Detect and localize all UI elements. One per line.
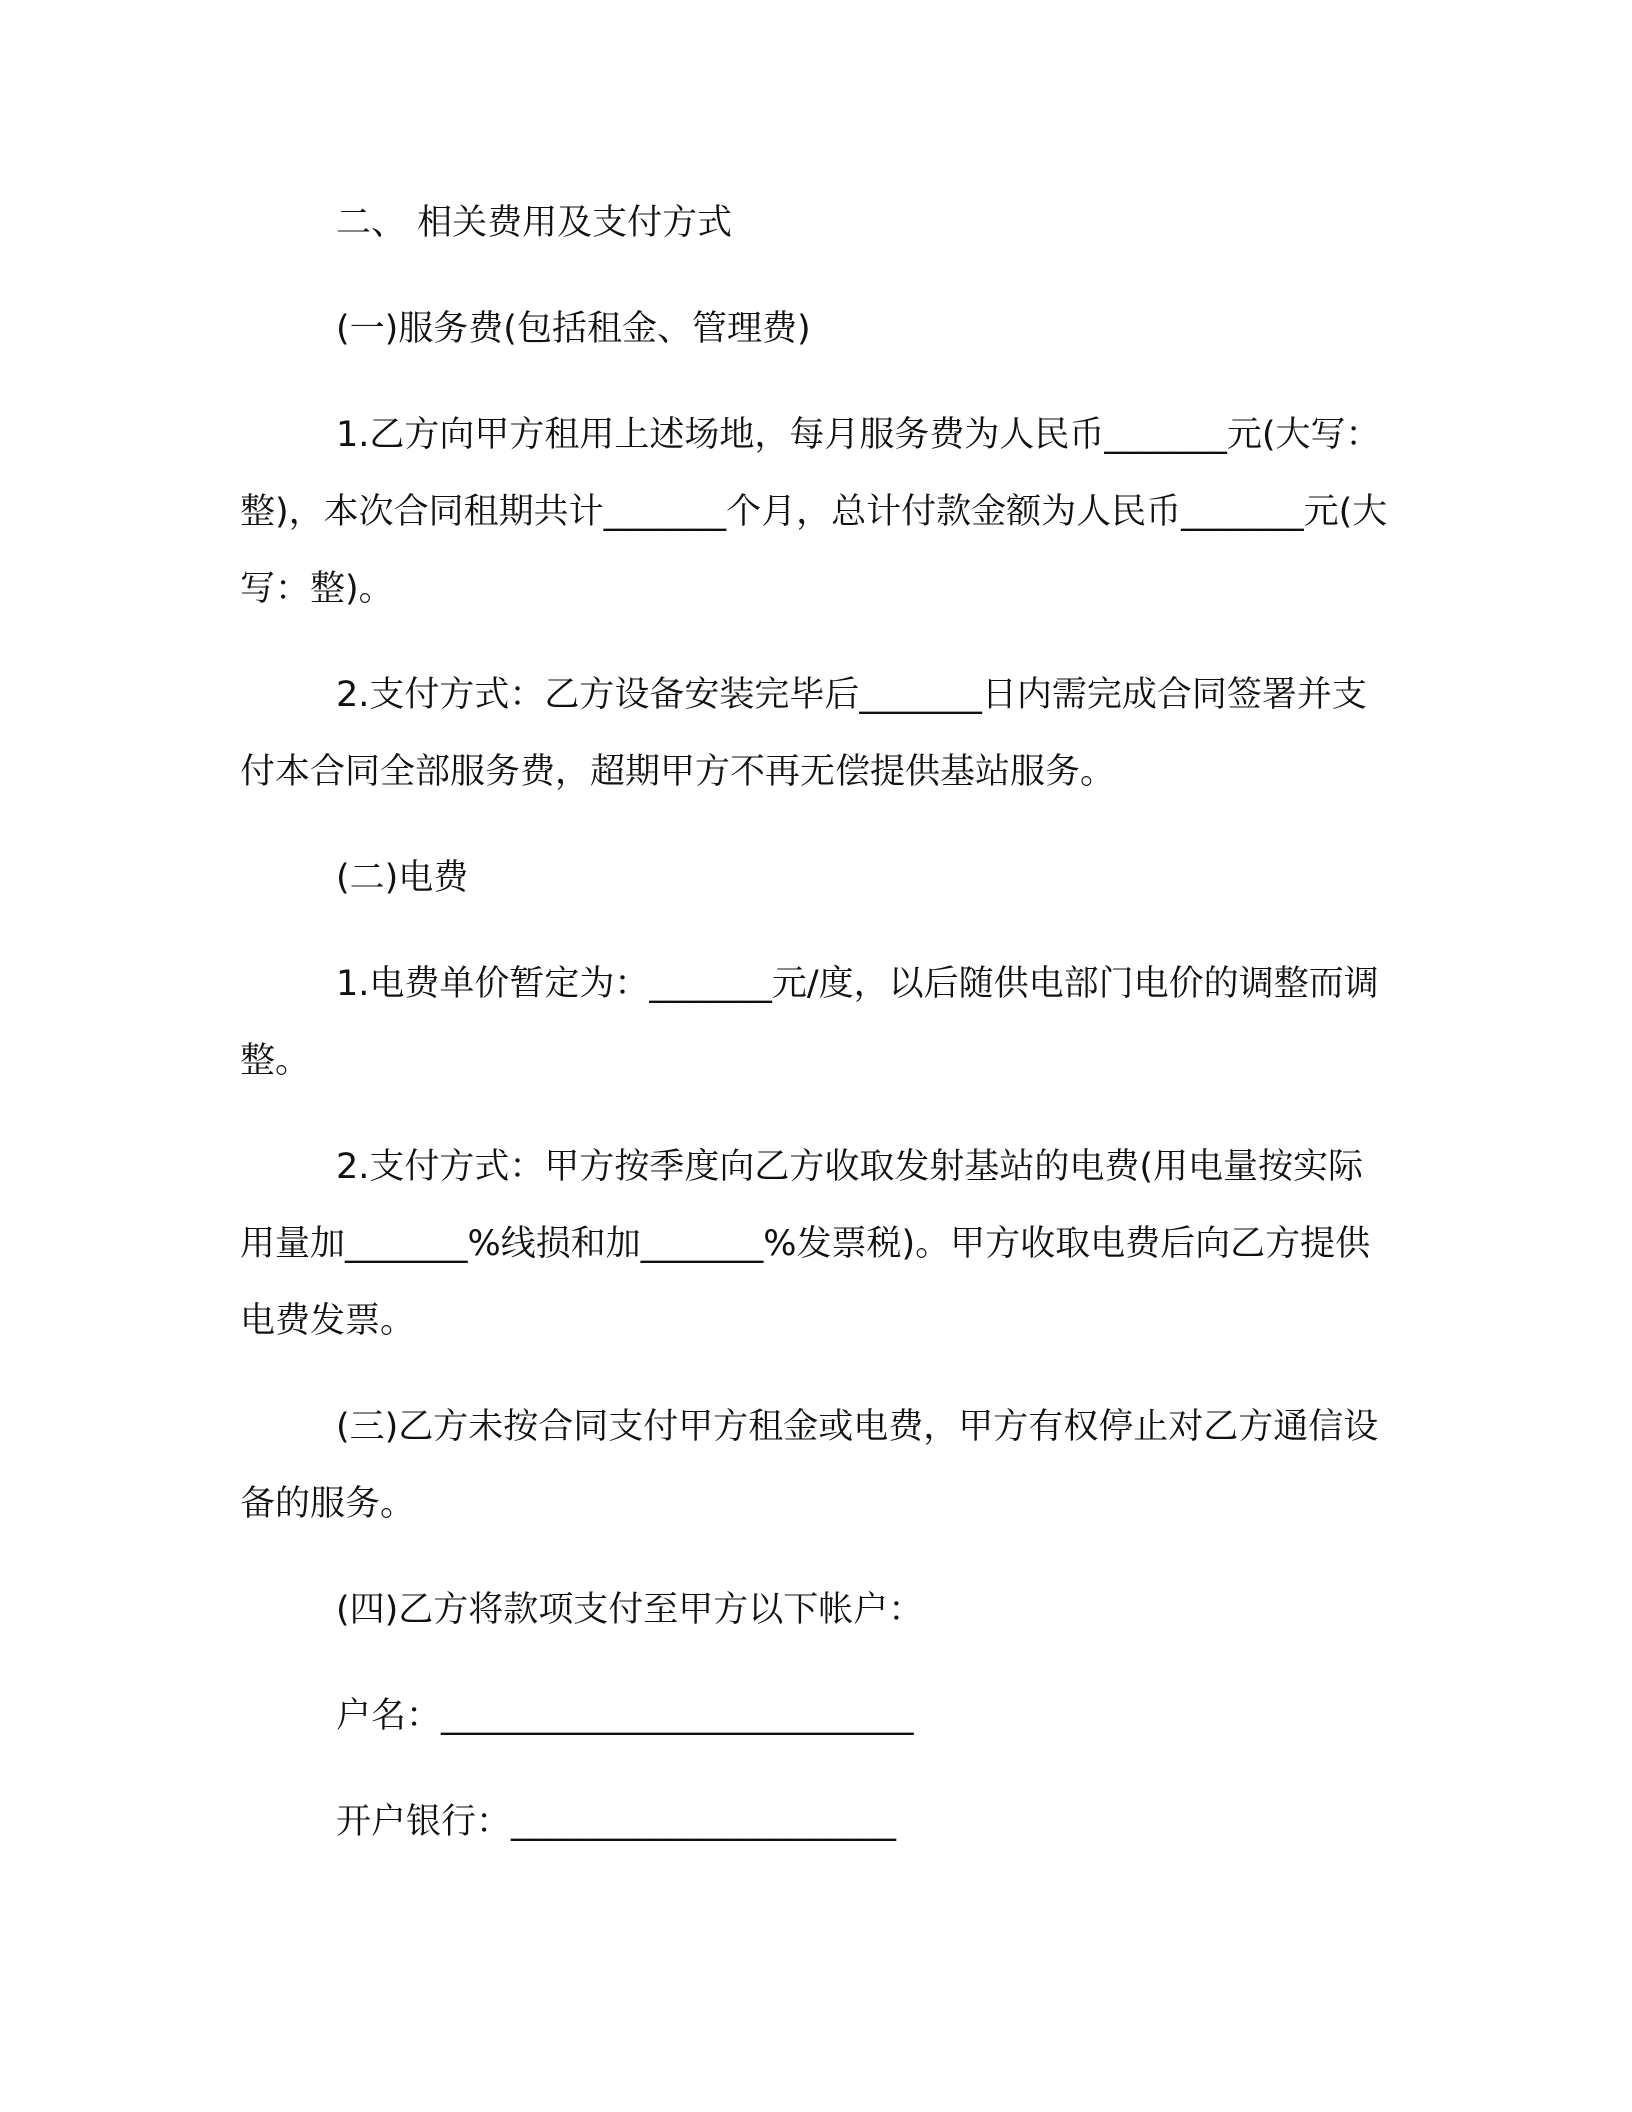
- subsection-service-fee: (一)服务费(包括租金、管理费): [336, 309, 811, 349]
- field-account-name: 户名：___________________________: [336, 1696, 914, 1736]
- document-body: [240, 185, 1390, 1890]
- subsection-non-payment: (三)乙方未按合同支付甲方租金或电费，甲方有权停止对乙方通信设备的服务。: [240, 1407, 1379, 1524]
- subsection-electricity: (二)电费: [336, 858, 469, 898]
- field-bank-name: 开户银行：______________________: [336, 1802, 897, 1842]
- clause-service-fee-amount: 1.乙方向甲方租用上述场地，每月服务费为人民币_______元(大写：整)，本次合同租期共计_______个月，总计付款金额为人民币_______元(大写：整)。: [240, 415, 1388, 609]
- section-heading-fees: 二、 相关费用及支付方式: [336, 203, 733, 243]
- clause-electricity-payment: 2.支付方式：甲方按季度向乙方收取发射基站的电费(用电量按实际用量加_______%线损和加_______%发票税)。甲方收取电费后向乙方提供电费发票。: [240, 1147, 1371, 1341]
- clause-electricity-price: 1.电费单价暂定为：_______元/度，以后随供电部门电价的调整而调整。: [240, 964, 1379, 1081]
- subsection-account: (四)乙方将款项支付至甲方以下帐户：: [336, 1590, 924, 1630]
- clause-service-fee-payment: 2.支付方式：乙方设备安装完毕后_______日内需完成合同签署并支付本合同全部服务费，超期甲方不再无偿提供基站服务。: [240, 675, 1367, 792]
